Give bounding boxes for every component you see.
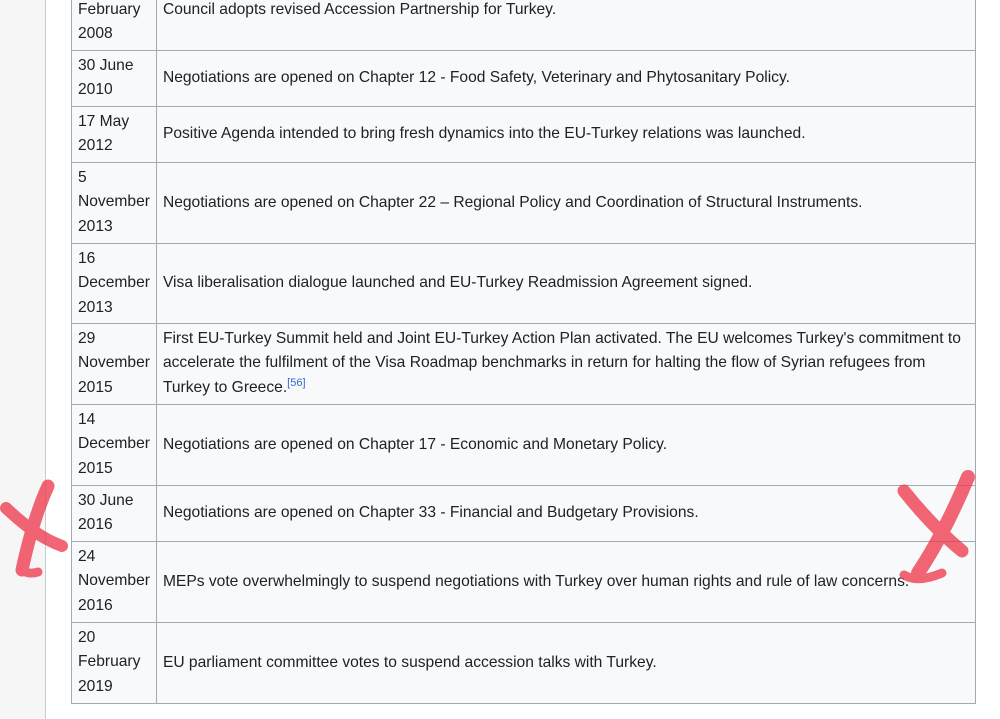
table-row (72, 486, 976, 542)
event-text: Council adopts revised Accession Partnership for Turkey. (162, 1, 557, 18)
event-cell (156, 107, 975, 163)
event-text: Negotiations are opened on Chapter 17 - Economic and Monetary Policy. (162, 435, 668, 453)
event-text: Visa liberalisation dialogue launched and EU-Turkey Readmission Agreement signed. (162, 274, 753, 292)
left-gutter (0, 0, 46, 719)
date-cell (72, 542, 157, 623)
event-text: Negotiations are opened on Chapter 12 - Food Safety, Veterinary and Phytosanitary Policy. (162, 69, 790, 87)
table-row (72, 0, 976, 51)
table-row (72, 542, 976, 623)
date-line: 24 (78, 548, 96, 565)
date-line: 2015 (78, 459, 113, 477)
date-line: 17 May (78, 113, 130, 130)
date-line: 2016 (78, 596, 113, 614)
date-line: 5 (78, 169, 87, 186)
date-line: 20 (78, 629, 96, 646)
timeline-table (71, 0, 976, 704)
event-text: Negotiations are opened on Chapter 22 – Regional Policy and Coordination of Structural Instruments. (162, 193, 863, 211)
date-cell (72, 0, 157, 51)
date-cell (72, 324, 157, 405)
event-cell (156, 324, 975, 405)
date-line: November (78, 572, 150, 590)
event-cell (156, 0, 975, 51)
table-row (72, 51, 976, 107)
event-cell (156, 486, 975, 542)
date-line: 29 (78, 330, 96, 347)
event-cell (156, 623, 975, 704)
event-cell (156, 51, 975, 107)
event-text: First EU-Turkey Summit held and Joint EU-Turkey Action Plan activated. The EU welcomes Turkey's commitment to accelerate the fulfilment of the Visa Roadmap benchmarks in return for halting the flow of Syrian refugees from Turkey to Greece. (162, 330, 961, 396)
event-text: EU parliament committee votes to suspend accession talks with Turkey. (162, 653, 657, 671)
date-line: 2010 (78, 81, 113, 99)
date-line: 2016 (78, 516, 113, 534)
table-row (72, 405, 976, 486)
table-row (72, 107, 976, 163)
date-cell (72, 405, 157, 486)
date-cell (72, 623, 157, 704)
date-line: 30 June (78, 492, 134, 509)
date-line: December (78, 274, 150, 292)
event-cell (156, 163, 975, 244)
date-cell (72, 51, 157, 107)
event-cell (156, 244, 975, 324)
date-line: 16 (78, 250, 96, 267)
table-row (72, 623, 976, 704)
date-line: November (78, 354, 150, 372)
date-cell (72, 107, 157, 163)
table-row (72, 244, 976, 324)
date-line: November (78, 193, 150, 211)
table-row (72, 324, 976, 405)
date-line: 2019 (78, 677, 113, 695)
date-line: 2015 (78, 378, 113, 396)
date-line: December (78, 435, 150, 453)
date-line: February (78, 1, 141, 18)
event-text: MEPs vote overwhelmingly to suspend negotiations with Turkey over human rights and rule of law concerns. (162, 572, 910, 590)
date-line: February (78, 653, 141, 671)
event-text: Positive Agenda intended to bring fresh dynamics into the EU-Turkey relations was launched. (162, 125, 806, 143)
date-cell (72, 163, 157, 244)
date-line: 30 June (78, 57, 134, 74)
event-cell (156, 542, 975, 623)
event-cell (156, 405, 975, 486)
citation-link[interactable]: [56] (287, 376, 306, 389)
date-line: 2013 (78, 217, 113, 235)
date-cell (72, 486, 157, 542)
event-text: Negotiations are opened on Chapter 33 - Financial and Budgetary Provisions. (162, 504, 699, 522)
date-cell (72, 244, 157, 324)
date-line: 2008 (78, 25, 113, 43)
date-line: 14 (78, 411, 96, 428)
date-line: 2013 (78, 298, 113, 316)
date-line: 2012 (78, 137, 113, 155)
table-row (72, 163, 976, 244)
